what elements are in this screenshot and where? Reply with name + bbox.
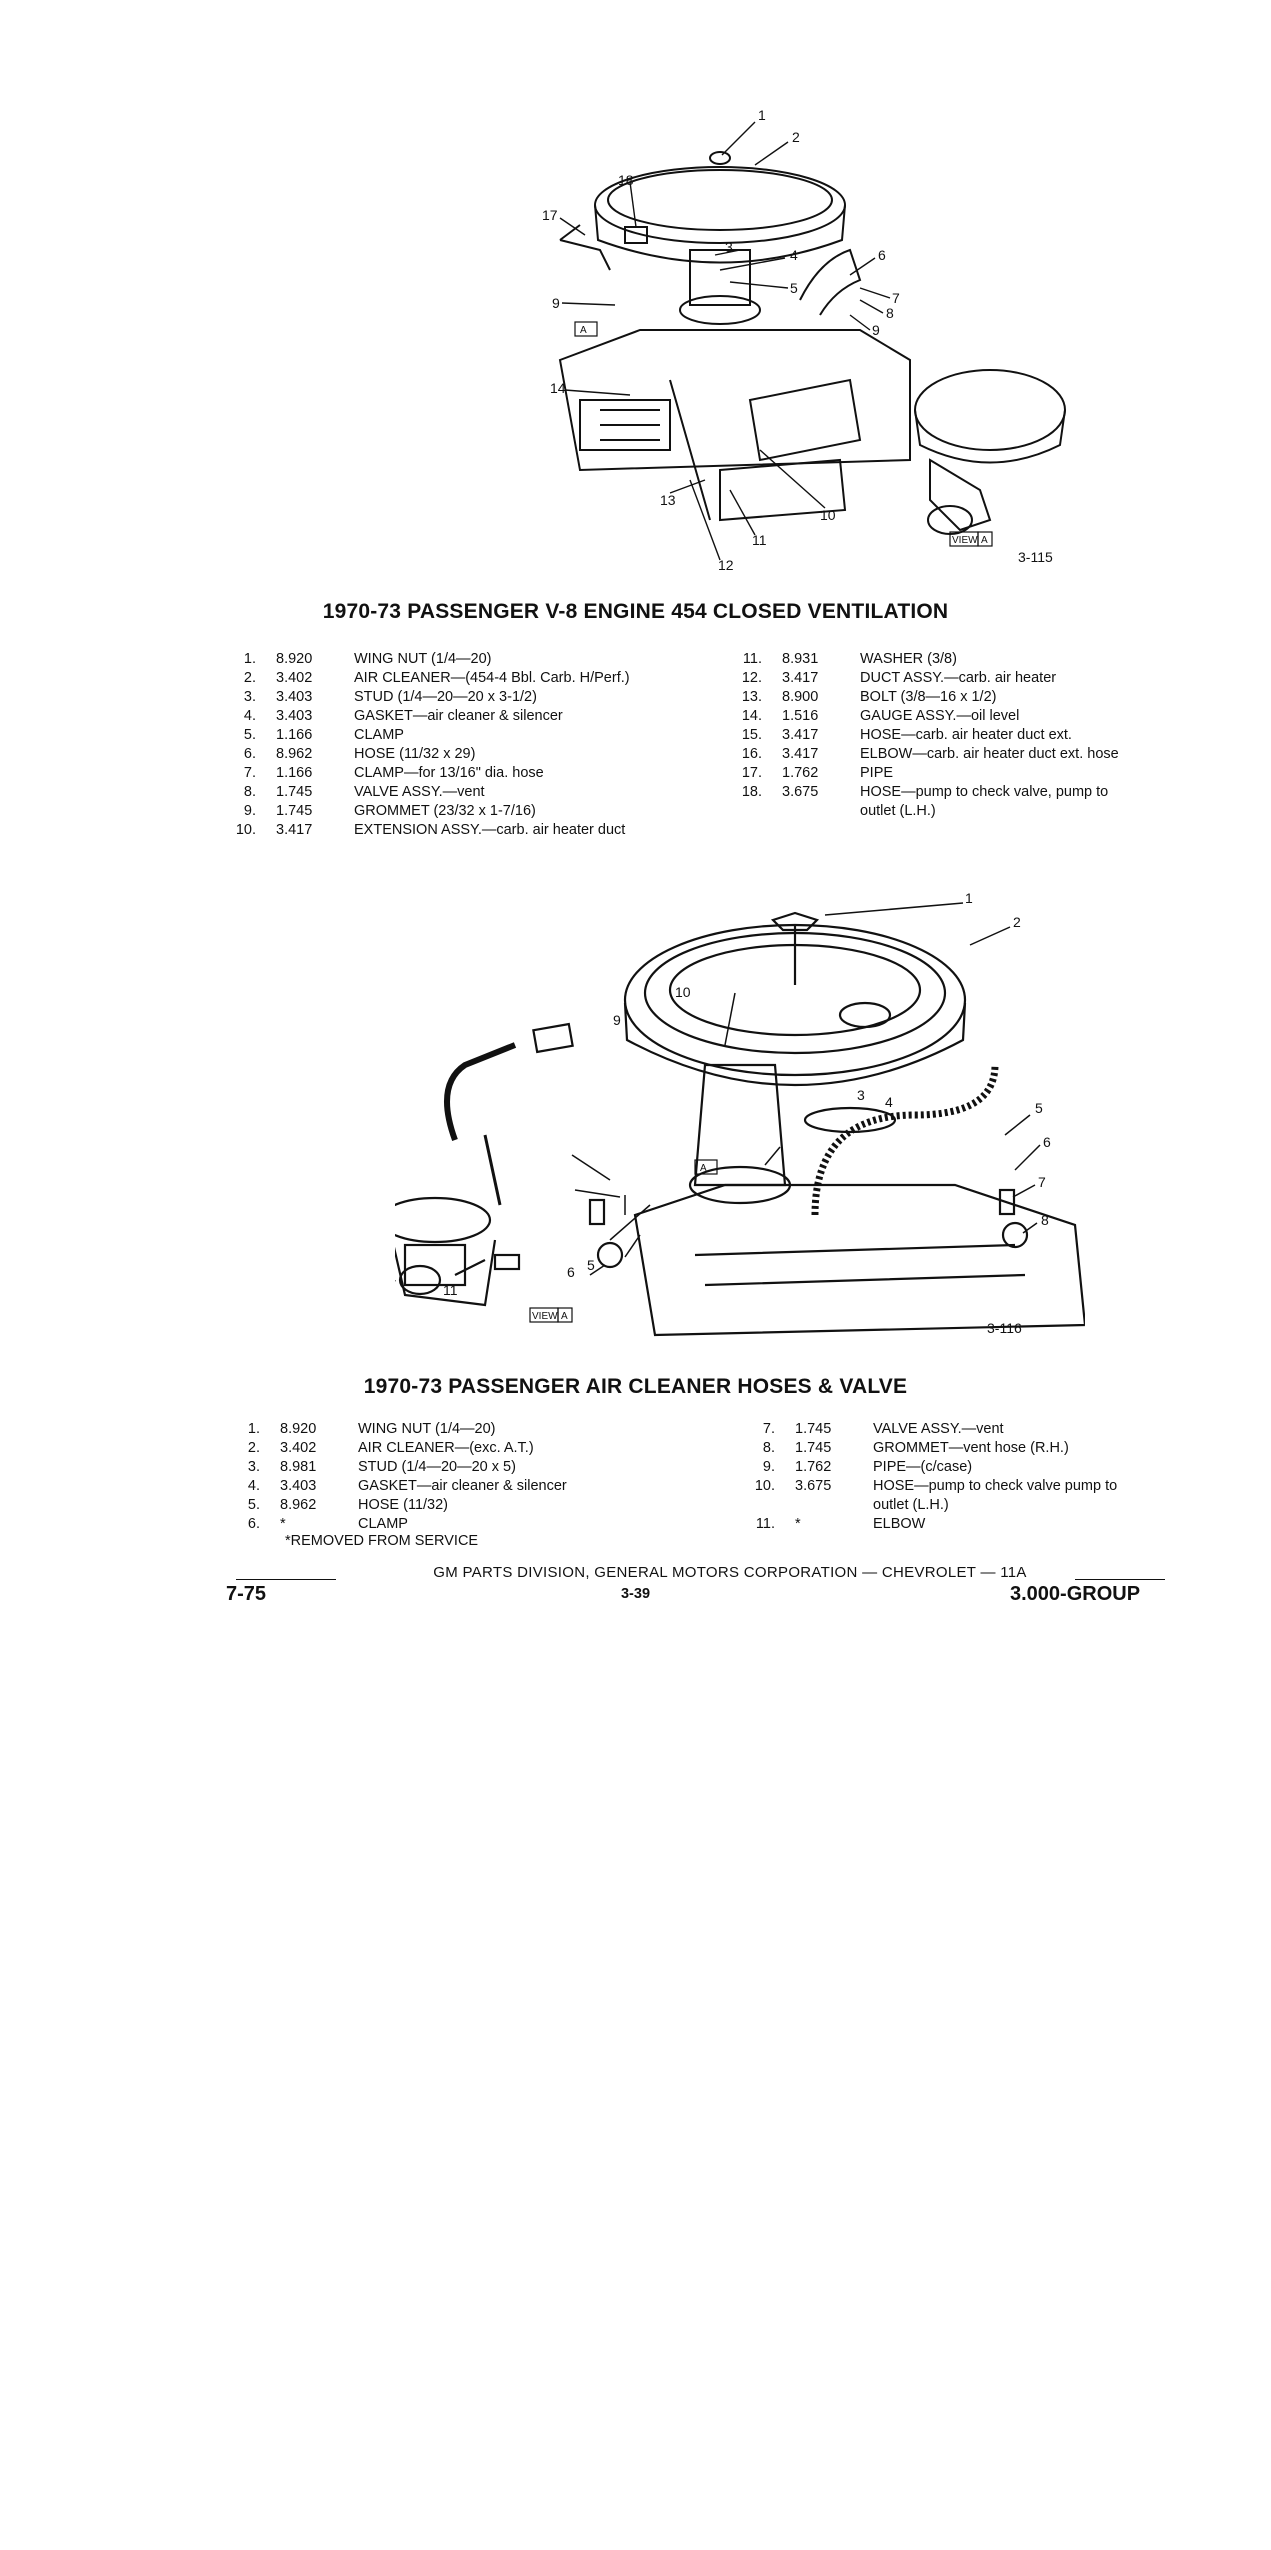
footer-division: GM PARTS DIVISION, GENERAL MOTORS CORPORATION — CHEVROLET — 11A <box>433 1564 1027 1581</box>
group-number: 1.745 <box>795 1421 832 1437</box>
parts-list-row <box>732 764 1240 783</box>
view-letter: A <box>561 1311 568 1322</box>
view-a-badge <box>950 532 992 546</box>
group-number: 3.402 <box>280 1440 317 1456</box>
callout-label: 9 <box>613 1012 621 1028</box>
part-description: GAUGE ASSY.—oil level <box>860 708 1020 724</box>
footer-date: 7-75 <box>226 1583 267 1605</box>
part-description: DUCT ASSY.—carb. air heater <box>860 670 1057 686</box>
part-description: VALVE ASSY.—vent <box>354 784 485 800</box>
part-number: 14. <box>741 708 762 724</box>
group-number: 8.920 <box>276 651 313 667</box>
part-description: HOSE (11/32) <box>358 1497 448 1513</box>
part-number: 15. <box>741 727 762 743</box>
part-number: 9. <box>762 1459 775 1475</box>
view-label: VIEW <box>952 535 978 546</box>
part-description: AIR CLEANER—(454-4 Bbl. Carb. H/Perf.) <box>354 670 630 686</box>
parts-list-row <box>230 1458 738 1477</box>
figure-number: 3-116 <box>987 1320 1022 1336</box>
parts-list-row <box>226 669 734 688</box>
parts-list-row <box>732 726 1240 745</box>
part-number: 6. <box>243 746 256 762</box>
part-description: STUD (1/4—20—20 x 5) <box>358 1459 516 1475</box>
parts-list-row <box>732 669 1240 688</box>
callout-label: 18 <box>618 172 634 188</box>
callout-label: 8 <box>1041 1212 1049 1228</box>
view-a-marker-main <box>575 322 597 336</box>
callout-label: 4 <box>885 1094 893 1110</box>
callout-label: 7 <box>892 290 900 306</box>
part-description: WING NUT (1/4—20) <box>358 1421 496 1437</box>
parts-list-row <box>230 1515 738 1534</box>
group-number: 3.417 <box>782 670 819 686</box>
parts-list-row <box>745 1515 1253 1534</box>
callout-label: 6 <box>878 247 886 263</box>
part-number: 6. <box>247 1516 260 1532</box>
callout-label: 2 <box>1013 914 1021 930</box>
part-description: AIR CLEANER—(exc. A.T.) <box>358 1440 534 1456</box>
group-number: 1.516 <box>782 708 819 724</box>
part-description: HOSE (11/32 x 29) <box>354 746 476 762</box>
part-description: BOLT (3/8—16 x 1/2) <box>860 689 997 705</box>
part-description: outlet (L.H.) <box>860 803 936 819</box>
part-description: GASKET—air cleaner & silencer <box>358 1478 567 1494</box>
parts-list-row <box>226 764 734 783</box>
parts-list-row <box>230 1477 738 1496</box>
callout-label: 5 <box>1035 1100 1043 1116</box>
footer-group: 3.000-GROUP <box>1010 1583 1141 1605</box>
parts-list-row <box>226 783 734 802</box>
figure2-parts-left <box>230 1420 738 1534</box>
callout-label: 2 <box>792 129 800 145</box>
group-number: 1.762 <box>795 1459 832 1475</box>
group-number: 3.675 <box>782 784 819 800</box>
part-description: HOSE—pump to check valve, pump to <box>860 784 1109 800</box>
view-letter: A <box>981 535 988 546</box>
parts-list-row <box>230 1420 738 1439</box>
callout-label: 4 <box>790 247 798 263</box>
callout-label: 11 <box>752 532 767 548</box>
part-number <box>745 1496 775 1515</box>
parts-list-row <box>745 1496 1253 1515</box>
part-number: 7. <box>762 1421 775 1437</box>
group-number: 8.981 <box>280 1459 317 1475</box>
part-number: 18. <box>741 784 762 800</box>
part-number: 16. <box>741 746 762 762</box>
part-number: 10. <box>754 1478 775 1494</box>
callout-label: 1 <box>758 107 766 123</box>
parts-list-row <box>226 821 734 840</box>
group-number: 8.900 <box>782 689 819 705</box>
callout-label: 3 <box>857 1087 865 1103</box>
callout-label: 9 <box>872 322 880 338</box>
removed-from-service-note: *REMOVED FROM SERVICE <box>285 1533 479 1549</box>
part-number: 1. <box>247 1421 260 1437</box>
group-number: 3.403 <box>280 1478 317 1494</box>
figure2-parts-right <box>745 1420 1253 1534</box>
footer-rule-left <box>236 1579 336 1580</box>
parts-list-row <box>732 802 1240 821</box>
parts-list-row <box>230 1439 738 1458</box>
callout-label: 5 <box>790 280 798 296</box>
part-description: WASHER (3/8) <box>860 651 957 667</box>
part-number: 2. <box>247 1440 260 1456</box>
part-number: 1. <box>243 651 256 667</box>
group-number: 8.962 <box>280 1497 317 1513</box>
part-number: 10. <box>235 822 256 838</box>
part-description: ELBOW <box>873 1516 926 1532</box>
group-number: 3.403 <box>276 689 313 705</box>
part-number: 5. <box>247 1497 260 1513</box>
figure-3-115-illustration <box>520 100 1080 570</box>
callout-label: 13 <box>660 492 676 508</box>
part-description: HOSE—carb. air heater duct ext. <box>860 727 1072 743</box>
svg-text:A: A <box>700 1163 707 1174</box>
part-description: CLAMP—for 13/16" dia. hose <box>354 765 544 781</box>
figure1-parts-right <box>732 650 1240 821</box>
callout-label: 11 <box>443 1282 458 1298</box>
group-number: 1.762 <box>782 765 819 781</box>
parts-list-row <box>230 1496 738 1515</box>
figure1-title: 1970-73 PASSENGER V-8 ENGINE 454 CLOSED VENTILATION <box>322 600 949 623</box>
callout-label: 6 <box>567 1264 575 1280</box>
group-number: * <box>280 1516 286 1532</box>
part-number: 7. <box>243 765 256 781</box>
part-number: 13. <box>741 689 762 705</box>
part-number: 3. <box>247 1459 260 1475</box>
view-label: VIEW <box>532 1311 558 1322</box>
parts-list-row <box>732 745 1240 764</box>
group-number: 8.962 <box>276 746 313 762</box>
group-number: 8.920 <box>280 1421 317 1437</box>
part-number: 4. <box>243 708 256 724</box>
part-number: 2. <box>243 670 256 686</box>
part-description: EXTENSION ASSY.—carb. air heater duct <box>354 822 626 838</box>
part-number: 17. <box>741 765 762 781</box>
group-number: * <box>795 1516 801 1532</box>
callout-label: 10 <box>820 507 836 523</box>
part-description: PIPE <box>860 765 894 781</box>
callout-label: 9 <box>552 295 560 311</box>
group-number: 3.403 <box>276 708 313 724</box>
parts-list-row <box>732 707 1240 726</box>
part-description: GROMMET—vent hose (R.H.) <box>873 1440 1069 1456</box>
parts-list-row <box>226 745 734 764</box>
parts-list-row <box>732 783 1240 802</box>
part-description: VALVE ASSY.—vent <box>873 1421 1004 1437</box>
group-number: 3.402 <box>276 670 313 686</box>
callout-label: 12 <box>718 557 734 570</box>
group-number: 1.745 <box>276 784 313 800</box>
view-a-marker-main <box>695 1160 717 1174</box>
part-description: GASKET—air cleaner & silencer <box>354 708 563 724</box>
callout-label: 1 <box>965 890 973 906</box>
figure1-parts-left <box>226 650 734 840</box>
group-number: 3.417 <box>276 822 313 838</box>
part-number: 3. <box>243 689 256 705</box>
part-number <box>732 802 762 821</box>
part-description: CLAMP <box>358 1516 408 1532</box>
figure-3-116-illustration <box>395 885 1085 1355</box>
parts-list-row <box>745 1458 1253 1477</box>
part-number: 4. <box>247 1478 260 1494</box>
callout-label: 3 <box>725 239 733 255</box>
group-number: 3.417 <box>782 727 819 743</box>
part-description: STUD (1/4—20—20 x 3-1/2) <box>354 689 537 705</box>
view-a-badge <box>530 1308 572 1322</box>
callout-label: 10 <box>675 984 691 1000</box>
figure2-title: 1970-73 PASSENGER AIR CLEANER HOSES & VALVE <box>363 1375 908 1398</box>
parts-list-row <box>226 802 734 821</box>
parts-list-row <box>745 1439 1253 1458</box>
callout-label: 7 <box>1038 1174 1046 1190</box>
callout-label: 6 <box>1043 1134 1051 1150</box>
part-number: 11. <box>742 651 762 667</box>
svg-text:A: A <box>580 325 587 336</box>
parts-list-row <box>226 707 734 726</box>
callout-label: 5 <box>587 1257 595 1273</box>
part-description: outlet (L.H.) <box>873 1497 949 1513</box>
group-number: 8.931 <box>782 651 819 667</box>
group-number <box>762 802 852 821</box>
part-number: 8. <box>243 784 256 800</box>
group-number: 3.417 <box>782 746 819 762</box>
part-number: 8. <box>762 1440 775 1456</box>
parts-list-row <box>226 726 734 745</box>
parts-list-row <box>226 650 734 669</box>
group-number: 1.745 <box>795 1440 832 1456</box>
group-number: 1.745 <box>276 803 313 819</box>
callout-label: 8 <box>886 305 894 321</box>
part-number: 11. <box>755 1516 775 1532</box>
group-number: 3.675 <box>795 1478 832 1494</box>
part-number: 9. <box>243 803 256 819</box>
figure-number: 3-115 <box>1018 549 1053 565</box>
parts-list-row <box>732 650 1240 669</box>
part-number: 5. <box>243 727 256 743</box>
footer-rule-right <box>1075 1579 1165 1580</box>
parts-list-row <box>745 1420 1253 1439</box>
parts-list-row <box>745 1477 1253 1496</box>
part-description: CLAMP <box>354 727 404 743</box>
part-description: PIPE—(c/case) <box>873 1459 973 1475</box>
part-description: WING NUT (1/4—20) <box>354 651 492 667</box>
group-number: 1.166 <box>276 765 313 781</box>
parts-list-row <box>732 688 1240 707</box>
group-number: 1.166 <box>276 727 313 743</box>
group-number <box>775 1496 865 1515</box>
callout-label: 14 <box>550 380 566 396</box>
part-description: HOSE—pump to check valve pump to <box>873 1478 1118 1494</box>
part-description: ELBOW—carb. air heater duct ext. hose <box>860 746 1119 762</box>
page-number: 3-39 <box>620 1586 651 1602</box>
callout-label: 17 <box>542 207 558 223</box>
parts-list-row <box>226 688 734 707</box>
part-number: 12. <box>741 670 762 686</box>
part-description: GROMMET (23/32 x 1-7/16) <box>354 803 536 819</box>
